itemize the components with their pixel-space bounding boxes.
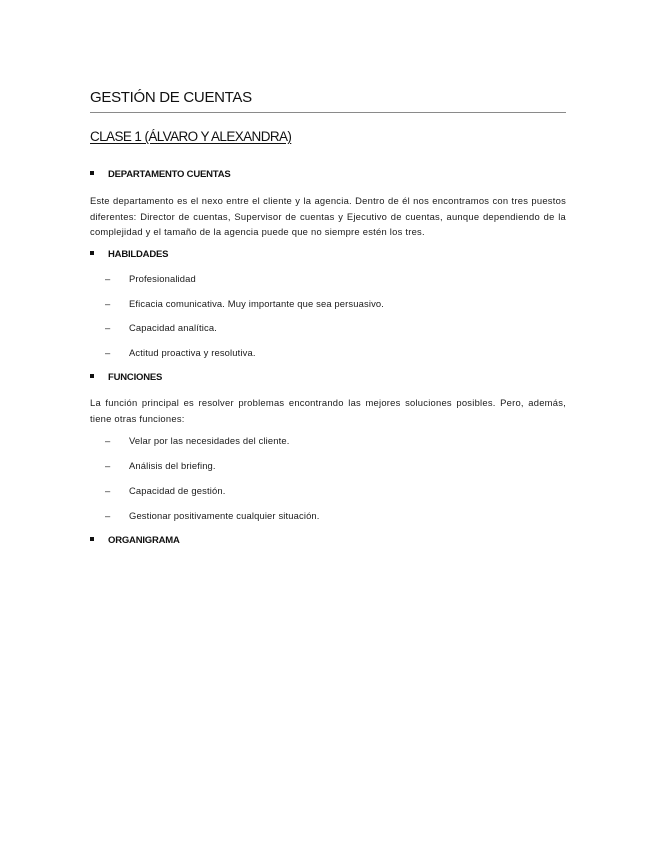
list-item xyxy=(105,510,320,521)
dash-icon: – xyxy=(105,347,111,358)
departamento-paragraph: Este departamento es el nexo entre el cliente y la agencia. Dentro de él nos encontramos con tres puestos diferentes: Director de cuentas, Supervisor de cuentas y Ejecutivo de cuentas, aunque dependiendo de la complejidad y el tamaño de la agencia puede que no siempre estén los tres. xyxy=(90,195,566,237)
section-heading-habilidades xyxy=(90,249,168,260)
class-subtitle: CLASE 1 (ÁLVARO Y ALEXANDRA) xyxy=(90,129,292,144)
square-bullet-icon xyxy=(90,374,94,378)
list-item xyxy=(105,298,384,309)
list-item-text: Actitud proactiva y resolutiva. xyxy=(129,347,256,358)
list-item xyxy=(105,347,256,358)
list-item xyxy=(105,460,216,471)
funciones-paragraph: La función principal es resolver problemas encontrando las mejores soluciones posibles. Pero, además, tiene otras funciones: xyxy=(90,397,566,424)
square-bullet-icon xyxy=(90,171,94,175)
dash-icon: – xyxy=(105,298,111,309)
list-item xyxy=(105,485,225,496)
section-heading-label: DEPARTAMENTO CUENTAS xyxy=(108,169,231,180)
list-item-text: Eficacia comunicativa. Muy importante que sea persuasivo. xyxy=(129,298,385,309)
section-heading-label: FUNCIONES xyxy=(108,372,163,383)
list-item-text: Capacidad de gestión. xyxy=(129,485,226,496)
list-item-text: Capacidad analítica. xyxy=(129,322,217,333)
list-item xyxy=(105,322,217,333)
section-heading-label: HABILDADES xyxy=(108,249,169,260)
section-heading-funciones xyxy=(90,372,162,383)
square-bullet-icon xyxy=(90,251,94,255)
document-title: GESTIÓN DE CUENTAS xyxy=(90,89,252,106)
dash-icon: – xyxy=(105,485,111,496)
title-divider xyxy=(90,112,566,113)
section-heading-departamento xyxy=(90,169,231,180)
list-item-text: Profesionalidad xyxy=(129,273,196,284)
section-heading-label: ORGANIGRAMA xyxy=(108,535,180,546)
dash-icon: – xyxy=(105,435,111,446)
list-item-text: Gestionar positivamente cualquier situación. xyxy=(129,510,320,521)
square-bullet-icon xyxy=(90,537,94,541)
dash-icon: – xyxy=(105,273,111,284)
dash-icon: – xyxy=(105,322,111,333)
list-item xyxy=(105,273,196,284)
dash-icon: – xyxy=(105,510,111,521)
dash-icon: – xyxy=(105,460,111,471)
list-item-text: Análisis del briefing. xyxy=(129,460,216,471)
list-item xyxy=(105,435,289,446)
list-item-text: Velar por las necesidades del cliente. xyxy=(129,435,290,446)
section-heading-organigrama xyxy=(90,535,180,546)
